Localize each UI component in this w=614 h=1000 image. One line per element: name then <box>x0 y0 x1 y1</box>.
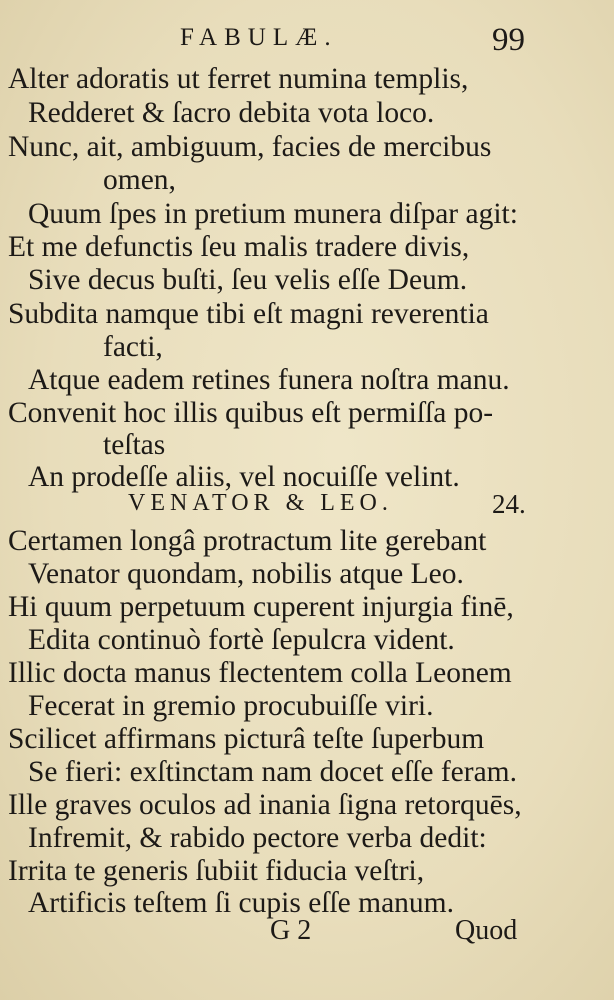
fable-number: 24. <box>492 489 526 519</box>
verse-line: Subdita namque tibi eſt magni reverentia <box>8 298 489 330</box>
verse-line: Et me defunctis ſeu malis tradere divis, <box>8 231 470 263</box>
verse-line: Irrita te generis ſubiit fiducia veſtri, <box>8 855 425 887</box>
verse-line: Alter adoratis ut ferret numina templis, <box>8 63 469 95</box>
page-header <box>0 22 614 62</box>
fable-title: VENATOR & LEO. <box>128 490 393 516</box>
verse-line: Sive decus buſti, ſeu velis eſſe Deum. <box>28 264 468 296</box>
verse-line: Scilicet affirmans picturâ teſte ſuperbum <box>8 723 485 755</box>
catchword: Quod <box>455 915 518 946</box>
verse-line: Se fieri: exſtinctam nam docet eſſe feram. <box>28 756 517 788</box>
verse-line: Venator quondam, nobilis atque Leo. <box>28 558 464 590</box>
verse-line: Convenit hoc illis quibus eſt permiſſa po- <box>8 397 494 429</box>
verse-line: Illic docta manus flectentem colla Leonem <box>8 657 512 689</box>
verse-line: Nunc, ait, ambiguum, facies de mercibus <box>8 131 492 163</box>
verse-line: Edita continuò fortè ſepulcra vident. <box>28 624 455 656</box>
verse-line: facti, <box>103 331 163 363</box>
signature-mark: G 2 <box>270 915 312 946</box>
verse-line: Artificis teſtem ſi cupis eſſe manum. <box>28 887 455 919</box>
verse-line: Fecerat in gremio procubuiſſe viri. <box>28 690 434 722</box>
page-footer <box>0 915 614 955</box>
verse-line: Infremit, & rabido pectore verba dedit: <box>28 822 487 854</box>
verse-line: An prodeſſe aliis, vel nocuiſſe velint. <box>28 461 460 493</box>
verse-line: omen, <box>103 164 176 196</box>
verse-line: teſtas <box>103 429 166 461</box>
verse-line: Quum ſpes in pretium munera diſpar agit: <box>28 198 518 230</box>
verse-line: Hi quum perpetuum cuperent injurgia finē, <box>8 591 514 623</box>
running-title: FABULÆ. <box>180 24 338 51</box>
page-number: 99 <box>492 22 525 58</box>
verse-line: Atque eadem retines funera noſtra manu. <box>28 364 510 396</box>
verse-line: Certamen longâ protractum lite gerebant <box>8 525 487 557</box>
verse-line: Ille graves oculos ad inania ſigna retorquēs, <box>8 789 522 821</box>
verse-line: Redderet & ſacro debita vota loco. <box>28 97 435 129</box>
